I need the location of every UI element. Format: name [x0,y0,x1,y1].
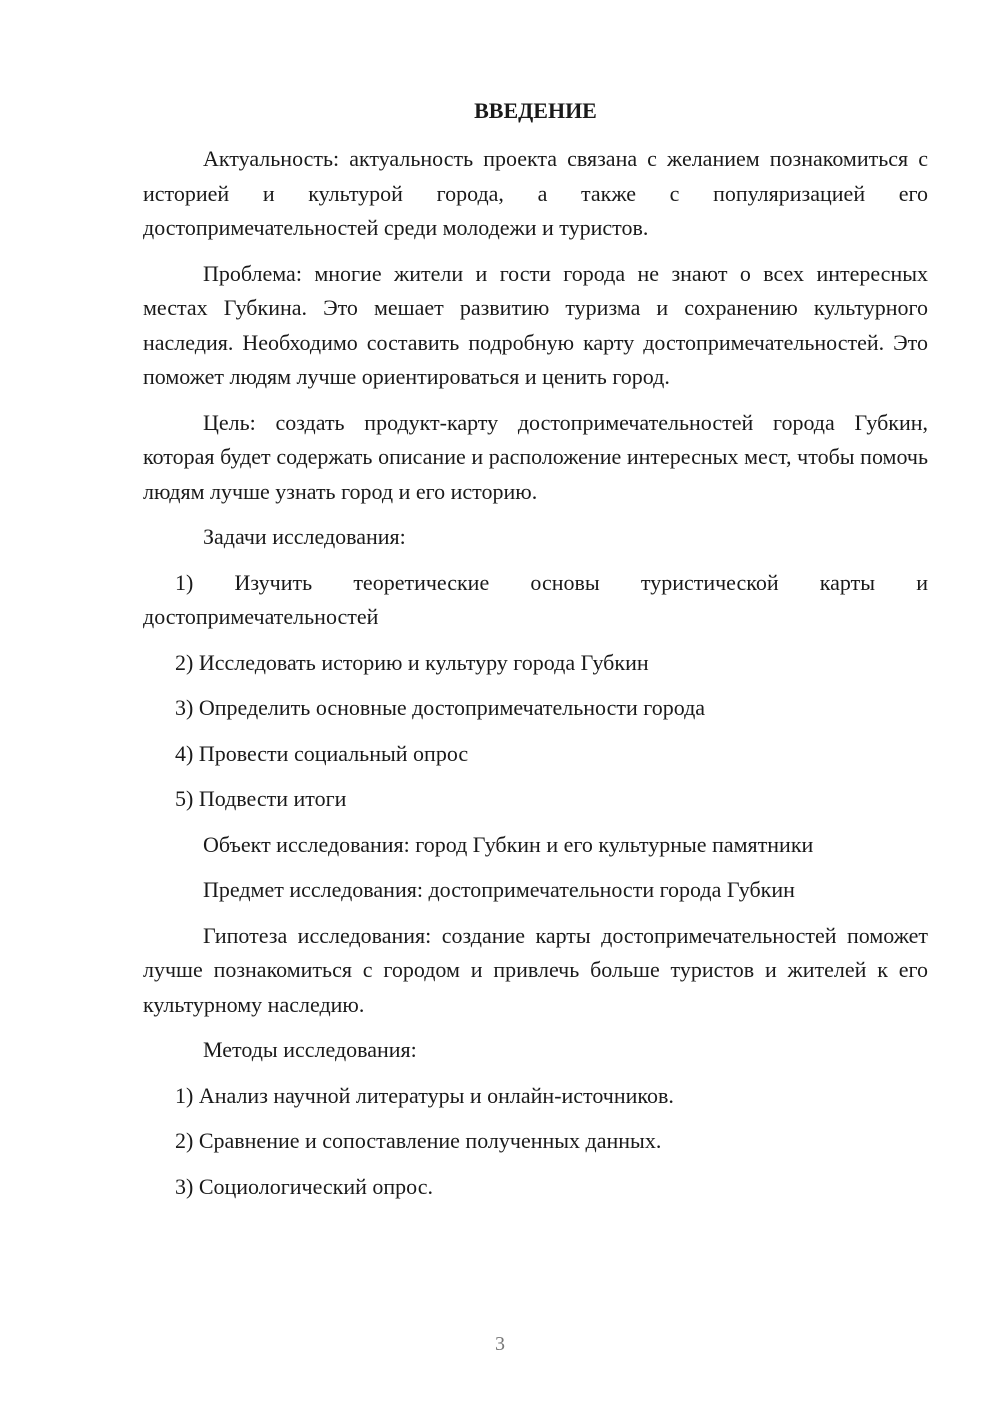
problem-paragraph: Проблема: многие жители и гости города не знают о всех интересных местах Губкина. Это мешает развитию туризма и сохранению культурного наследия. Необходимо составить подробную карту достопримечательностей. Это поможет людям лучше ориентироваться и ценить город. [143,260,928,389]
task-item: 3) Определить основные достопримечательности города [175,695,706,720]
tasks-heading: Задачи исследования: [203,524,406,549]
document-page [143,96,928,1215]
method-item: 2) Сравнение и сопоставление полученных данных. [175,1128,662,1153]
goal-paragraph: Цель: создать продукт-карту достопримечательностей города Губкин, которая будет содержать описание и расположение интересных мест, чтобы помочь людям лучше узнать город и его историю. [143,409,928,504]
task-item: 5) Подвести итоги [175,786,347,811]
hypothesis-paragraph: Гипотеза исследования: создание карты достопримечательностей поможет лучше познакомиться с городом и привлечь больше туристов и жителей к его культурному наследию. [143,922,928,1017]
task-item: 2) Исследовать историю и культуру города Губкин [175,649,649,675]
object-paragraph: Объект исследования: город Губкин и его культурные памятники [203,831,814,857]
method-item: 3) Социологический опрос. [175,1173,433,1199]
task-item: 1) Изучить теоретические основы туристической карты и достопримечательностей [143,569,928,629]
relevance-paragraph: Актуальность: актуальность проекта связана с желанием познакомиться с историей и культурой города, а также с популяризацией его достопримечательностей среди молодежи и туристов. [143,146,928,240]
page-number: 3 [495,1333,505,1355]
methods-heading: Методы исследования: [203,1037,417,1062]
method-item: 1) Анализ научной литературы и онлайн-источников. [175,1082,674,1108]
subject-paragraph: Предмет исследования: достопримечательности города Губкин [203,877,795,902]
section-title: ВВЕДЕНИЕ [474,98,597,123]
task-item: 4) Провести социальный опрос [175,740,469,766]
